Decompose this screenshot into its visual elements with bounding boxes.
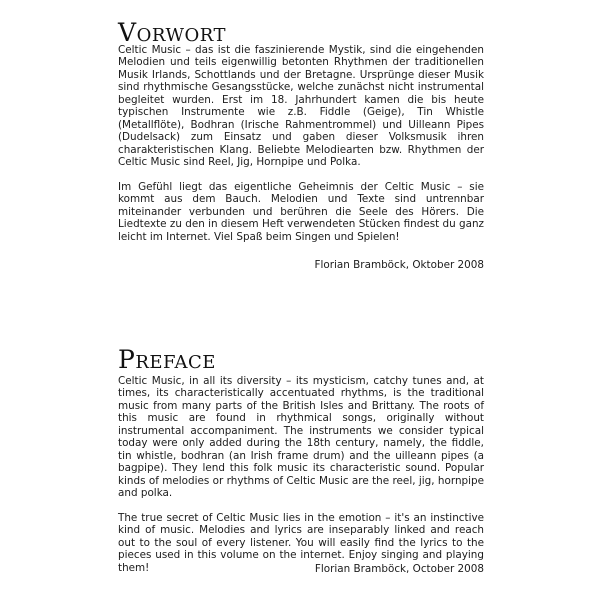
paragraph: Celtic Music, in all its diversity – its mysticism, catchy tunes and, at times, its characteristically accentuated rhythms, is the traditional music from many parts of the British Isles and Brittany. The roots of this music are found in rhythmical songs, originally without instrumental accompaniment. The instruments we consider typical today were only added during the 18th century, namely, the fiddle, tin whistle, bodhran (an Irish frame drum) and the uilleann pipes (a bagpipe). They lend this folk music its characteristic sound. Popular kinds of melodies or rhythms of Celtic Music are the reel, jig, hornpipe and polka. [118,375,484,500]
section-body-preface [118,375,484,574]
paragraph: Celtic Music – das ist die faszinierende Mystik, sind die eingehenden Melodien und teils eigenwillig betonten Rhythmen der traditionellen Musik Irlands, Schottlands und der Bretagne. Ursprünge dieser Musik sind rhythmische Gesangsstücke, welche zunächst nicht instrumental begleitet wurden. Erst im 18. Jahrhundert kamen die bis heute typischen Instrumente wie z.B. Fiddle (Geige), Tin Whistle (Metallflöte), Bodhran (Irische Rahmentrommel) und Uilleann Pipes (Dudelsack) zum Einsatz und gaben dieser Volksmusik ihren charakteristischen Klang. Beliebte Melodiearten bzw. Rhythmen der Celtic Music sind Reel, Jig, Hornpipe und Polka. [118,44,484,169]
section-heading-vorwort [118,14,226,46]
signature-block-vorwort [118,259,484,271]
signature-line: Florian Bramböck, Oktober 2008 [314,259,484,271]
signature-block-preface [118,563,484,575]
section-body-vorwort [118,44,484,243]
heading-remainder-preface: REFACE [135,352,216,373]
heading-remainder-vorwort: ORWORT [136,25,226,46]
section-heading-preface [118,341,216,373]
paragraph: The true secret of Celtic Music lies in the emotion – it's an instinctive kind of music. Melodies and lyrics are inseparably linked and reach out to the soul of every listener. You will easily find the lyrics to the pieces used in this volume on the internet. Enjoy singing and playing them! [118,511,484,574]
signature-line: Florian Bramböck, October 2008 [314,563,484,575]
paragraph: Im Gefühl liegt das eigentliche Geheimnis der Celtic Music – sie kommt aus dem Bauch. Melodien und Texte sind untrennbar miteinander verbunden und berühren die Seele des Hörers. Die Liedtexte zu den in diesem Heft verwendeten Stücken findest du ganz leicht im Internet. Viel Spaß beim Singen und Spielen! [118,180,484,243]
heading-initial-preface: P [118,345,136,374]
heading-initial-vorwort: V [118,18,137,47]
